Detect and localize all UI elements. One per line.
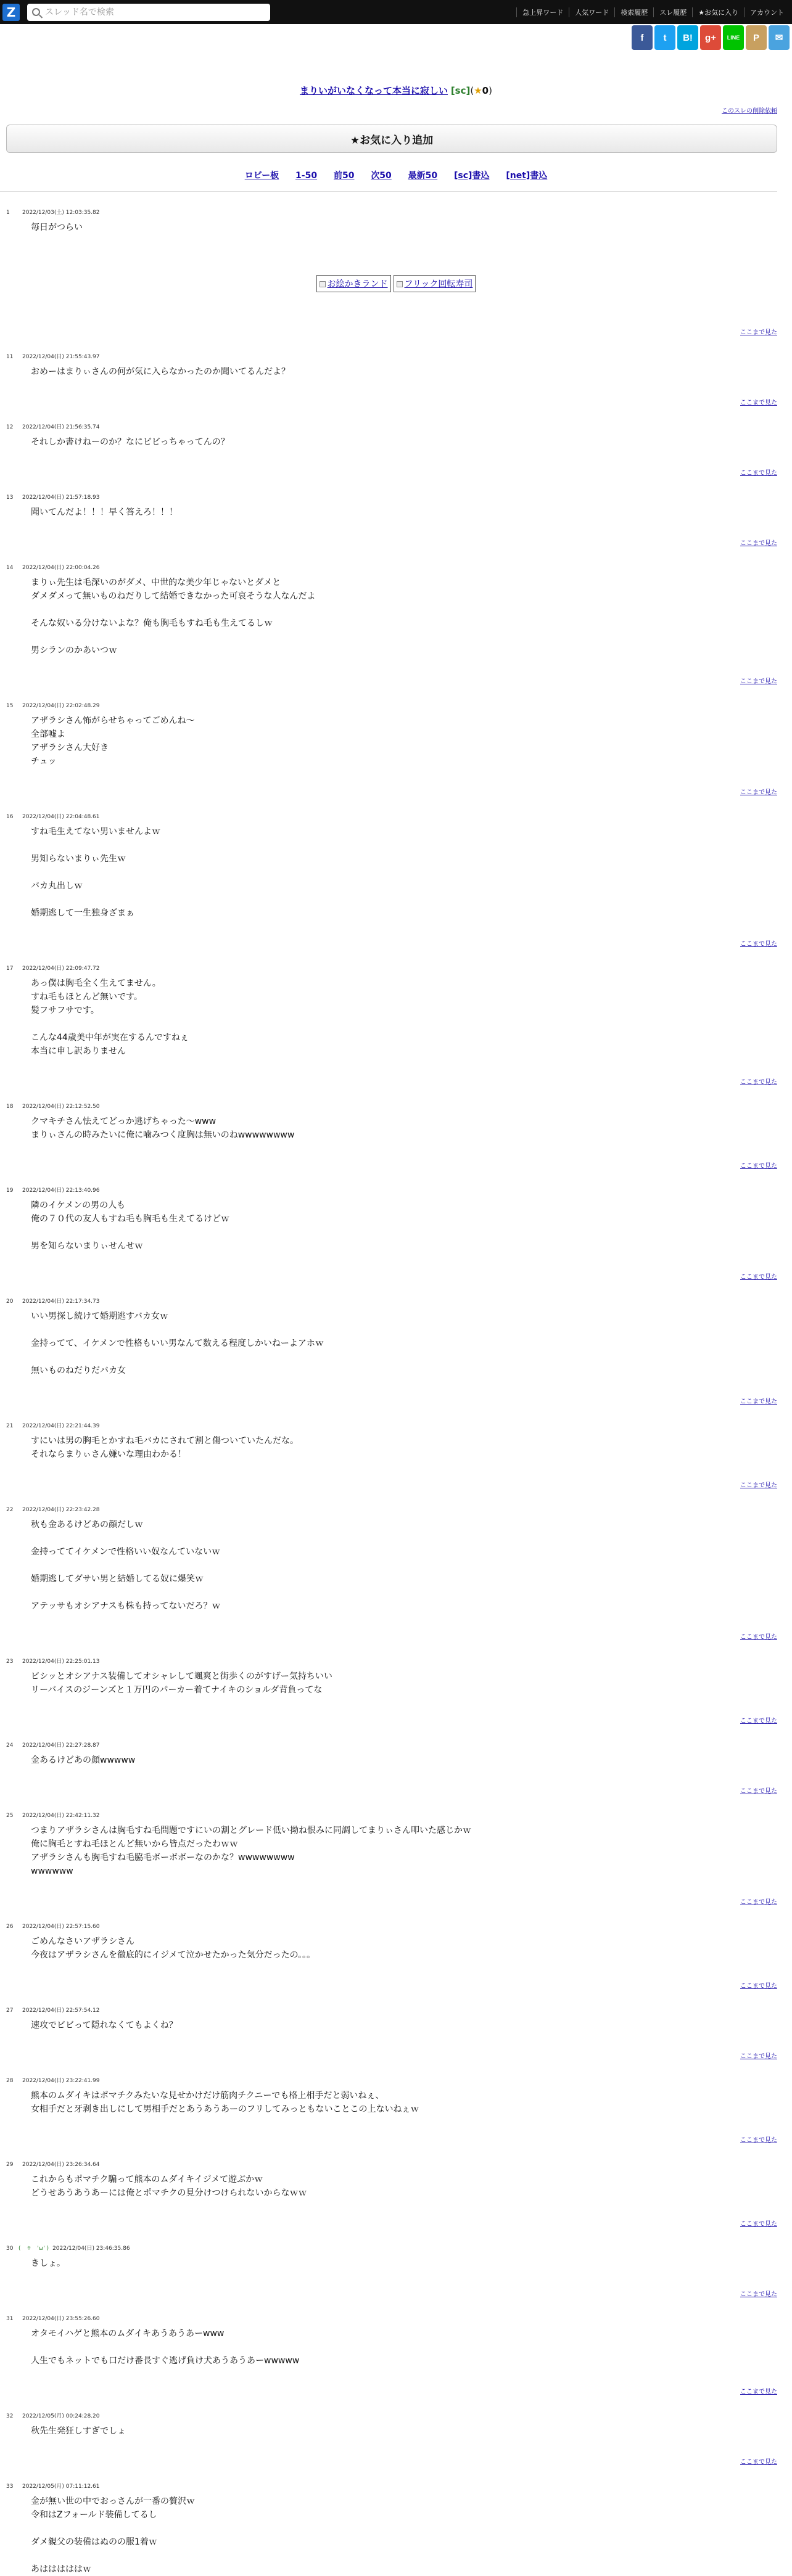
post-body: 秋も金あるけどあの顔だしｗ 金持っててイケメンで性格いい奴なんていないｗ 婚期逃してダサい男と結婚してる奴に爆笑ｗ アテッサもオシアナスも株も持ってないだろ？ｗ <box>31 1520 221 1611</box>
post-number[interactable]: 19 <box>6 1188 14 1194</box>
post <box>0 2314 792 2368</box>
post-author: ( ㅎ 'ω' ) <box>19 2246 49 2252</box>
post-body: 秋先生発狂しすぎでしょ <box>31 2426 126 2436</box>
post-date: 2022/12/04(日) 23:55:26.60 <box>22 2316 100 2322</box>
post <box>0 1505 792 1613</box>
read-up-to-here-link[interactable]: ここまで見た <box>740 1079 777 1086</box>
post-number[interactable]: 30 <box>6 2246 14 2252</box>
post-number[interactable]: 18 <box>6 1104 14 1110</box>
thread-title-line: まりいがいなくなって本当に寂しい [sc](★0) <box>300 85 492 96</box>
post-body: 速攻でビビって隠れなくてもよくね？ <box>31 2020 178 2030</box>
post-body: 隣のイケメンの男の人も 俺の７０代の友人もすね毛も胸毛も生えてるけどｗ 男を知らないまりぃせんせｗ <box>31 1200 229 1251</box>
read-marker-wrap <box>0 676 777 685</box>
post-number[interactable]: 28 <box>6 2078 14 2084</box>
post-number[interactable]: 13 <box>6 494 14 501</box>
header-nav <box>516 0 790 24</box>
post-header <box>6 964 777 972</box>
post-date: 2022/12/04(日) 23:26:34.64 <box>22 2162 100 2168</box>
post <box>0 1811 792 1878</box>
post-header <box>6 2006 777 2014</box>
read-marker-wrap <box>0 1631 777 1641</box>
read-marker-wrap <box>0 397 777 406</box>
search-box[interactable] <box>27 4 270 21</box>
read-marker-wrap <box>0 1980 777 1990</box>
read-up-to-here-link[interactable]: ここまで見た <box>740 1899 777 1906</box>
post-date: 2022/12/04(日) 22:02:48.29 <box>22 703 100 709</box>
post-date: 2022/12/04(日) 22:27:28.87 <box>22 1742 100 1749</box>
post <box>0 2244 792 2270</box>
banner-label: お絵かきランド <box>327 279 388 289</box>
read-up-to-here-link[interactable]: ここまで見た <box>740 1398 777 1405</box>
post-body: すね毛生えてない男いませんよｗ 男知らないまりぃ先生ｗ バカ丸出しｗ 婚期逃して一生独身ざまぁ <box>31 827 160 918</box>
broken-image-icon <box>320 281 326 287</box>
post-body: クマキチさん怯えてどっか逃げちゃった〜www まりぃさんの時みたいに俺に噛みつく度胸は無いのねwwwwwwww <box>31 1117 295 1140</box>
post-date: 2022/12/04(日) 23:46:35.86 <box>52 2246 130 2252</box>
read-marker-wrap <box>0 1897 777 1906</box>
post-body: おめーはまりぃさんの何が気に入らなかったのか聞いてるんだよ？ <box>31 367 290 377</box>
read-up-to-here-link[interactable]: ここまで見た <box>740 1634 777 1641</box>
nav-lobby-board[interactable]: ロビー板 <box>244 171 279 181</box>
top-bar <box>0 0 792 24</box>
post-header <box>6 563 777 571</box>
post-date: 2022/12/04(日) 21:57:18.93 <box>22 494 100 501</box>
post-number[interactable]: 11 <box>6 354 14 360</box>
banner-row <box>0 275 792 292</box>
post <box>0 701 792 768</box>
read-up-to-here-link[interactable]: ここまで見た <box>740 540 777 547</box>
post-body: 金あるけどあの顔wwwww <box>31 1755 136 1765</box>
post <box>0 964 792 1058</box>
post-number[interactable]: 26 <box>6 1924 14 1930</box>
post <box>0 2076 792 2116</box>
post-header <box>6 701 777 709</box>
post-body: きしょ。 <box>31 2258 65 2268</box>
nav-range-1-50[interactable]: 1-50 <box>295 171 318 181</box>
post-number[interactable]: 14 <box>6 565 14 571</box>
nav-sc-write[interactable]: [sc]書込 <box>454 171 490 181</box>
nav-thread-history[interactable]: スレ履歴 <box>653 7 692 17</box>
page-nav <box>0 169 792 181</box>
post-number[interactable]: 15 <box>6 703 14 709</box>
read-up-to-here-link[interactable]: ここまで見た <box>740 470 777 477</box>
post <box>0 2160 792 2200</box>
read-up-to-here-link[interactable]: ここまで見た <box>740 2291 777 2298</box>
post-header <box>6 2411 777 2419</box>
oekaki-land-banner[interactable] <box>316 275 391 292</box>
post-number[interactable]: 12 <box>6 424 14 430</box>
read-up-to-here-link[interactable]: ここまで見た <box>740 1788 777 1795</box>
post-body: まりぃ先生は毛深いのがダメ、中世的な美少年じゃないとダメと ダメダメって無いものねだりして結婚できなかった可哀そうな人なんだよ そんな奴いる分けないよな？俺も胸毛もすね毛も生えてるしｗ 男シランのかあいつｗ <box>31 578 316 655</box>
post-header <box>6 208 777 216</box>
post-date: 2022/12/04(日) 22:09:47.72 <box>22 966 100 972</box>
post <box>0 812 792 920</box>
post-header <box>6 2076 777 2084</box>
nav-net-write[interactable]: [net]書込 <box>506 171 548 181</box>
read-marker-wrap <box>0 2456 777 2466</box>
flick-sushi-banner[interactable] <box>394 275 476 292</box>
read-up-to-here-link[interactable]: ここまで見た <box>740 789 777 796</box>
search-icon <box>32 8 40 16</box>
post-date: 2022/12/04(日) 23:22:41.99 <box>22 2078 100 2084</box>
post-header <box>6 1657 777 1665</box>
post <box>0 1922 792 1962</box>
post-number[interactable]: 16 <box>6 814 14 820</box>
post-date: 2022/12/04(日) 22:21:44.39 <box>22 1423 100 1429</box>
read-marker-wrap <box>0 1715 777 1725</box>
post <box>0 2482 792 2576</box>
read-up-to-here-link[interactable]: ここまで見た <box>740 1482 777 1489</box>
read-marker-wrap <box>0 327 777 336</box>
post-header <box>6 1811 777 1819</box>
post-header <box>6 2160 777 2168</box>
broken-image-icon <box>397 281 403 287</box>
read-marker-wrap <box>0 1480 777 1489</box>
twitter-icon[interactable]: t <box>654 25 675 50</box>
read-marker-wrap <box>0 938 777 948</box>
post-body: あっ僕は胸毛全く生えてません。 すね毛もほとんど無いです。 髪フサフサです。 こんな44歳美中年が実在するんですねぇ 本当に申し訳ありません <box>31 978 189 1056</box>
nav-favorites[interactable]: ★お気に入り <box>692 7 744 17</box>
post <box>0 1186 792 1253</box>
post-header <box>6 1102 777 1110</box>
read-up-to-here-link[interactable]: ここまで見た <box>740 941 777 948</box>
read-up-to-here-link[interactable]: ここまで見た <box>740 1983 777 1990</box>
add-favorite-button[interactable]: ★お気に入り追加 <box>6 125 777 153</box>
nav-popular-words[interactable]: 人気ワード <box>569 7 614 17</box>
delete-request-wrap <box>0 105 777 115</box>
search-input[interactable] <box>45 7 255 17</box>
read-marker-wrap <box>0 787 777 796</box>
read-up-to-here-link[interactable]: ここまで見た <box>740 2053 777 2060</box>
post-number[interactable]: 21 <box>6 1423 14 1429</box>
post-date: 2022/12/04(日) 22:25:01.13 <box>22 1659 100 1665</box>
post-date: 2022/12/04(日) 22:57:15.60 <box>22 1924 100 1930</box>
post-body: いい男探し続けて婚期逃すバカ女ｗ 金持ってて、イケメンで性格もいい男なんて数える程度しかいねーよアホｗ 無いものねだりだバカ女 <box>31 1311 324 1376</box>
read-marker-wrap <box>0 1396 777 1405</box>
read-marker-wrap <box>0 1077 777 1086</box>
post-header <box>6 1186 777 1194</box>
post-number[interactable]: 27 <box>6 2008 14 2014</box>
site-logo[interactable]: Z <box>2 4 20 21</box>
post-date: 2022/12/05(月) 07:11:12.61 <box>22 2484 100 2490</box>
post <box>0 1741 792 1767</box>
read-marker-wrap <box>0 1271 777 1281</box>
google-plus-icon[interactable]: g+ <box>700 25 721 50</box>
post-date: 2022/12/04(日) 21:56:35.74 <box>22 424 100 430</box>
post-number[interactable]: 17 <box>6 966 14 972</box>
post-number[interactable]: 31 <box>6 2316 14 2322</box>
post <box>0 422 792 449</box>
post-date: 2022/12/03(土) 12:03:35.82 <box>22 210 100 216</box>
delete-request-link[interactable]: このスレの削除依頼 <box>722 108 777 115</box>
nav-latest-50[interactable]: 最新50 <box>408 171 438 181</box>
post <box>0 1102 792 1142</box>
read-marker-wrap <box>0 2051 777 2060</box>
post-body: それしか書けねーのか？なにビビっちゃってんの？ <box>31 437 229 447</box>
read-up-to-here-link[interactable]: ここまで見た <box>740 2137 777 2144</box>
read-marker-wrap <box>0 2135 777 2144</box>
banner-label: フリック回転寿司 <box>404 279 473 289</box>
post-body: オタモイハゲと熊本のムダイキあうあうあーwww 人生でもネットでも口だけ番長すぐ逃げ負け犬あうあうあーwwwww <box>31 2329 300 2366</box>
post-header <box>6 812 777 820</box>
post-header <box>6 2482 777 2490</box>
post <box>0 1421 792 1461</box>
read-up-to-here-link[interactable]: ここまで見た <box>740 1274 777 1281</box>
post-number[interactable]: 23 <box>6 1659 14 1665</box>
mail-icon[interactable]: ✉ <box>769 25 790 50</box>
post-body: 聞いてんだよ！！！早く答えろ！！！ <box>31 507 178 517</box>
nav-trending-words[interactable]: 急上昇ワード <box>516 7 569 17</box>
post-header <box>6 1421 777 1429</box>
read-marker-wrap <box>0 538 777 547</box>
post-date: 2022/12/04(日) 22:42:11.32 <box>22 1813 100 1819</box>
read-marker-wrap <box>0 1160 777 1170</box>
post-number[interactable]: 25 <box>6 1813 14 1819</box>
post-body: すにいは男の胸毛とかすね毛バカにされて割と傷ついていたんだな。 それならまりぃさん嫌いな理由わかる！ <box>31 1436 299 1459</box>
post <box>0 2006 792 2032</box>
post-header <box>6 2244 777 2252</box>
read-marker-wrap <box>0 2386 777 2395</box>
post-body: 毎日がつらい <box>31 223 83 232</box>
read-up-to-here-link[interactable]: ここまで見た <box>740 1718 777 1725</box>
post-number[interactable]: 29 <box>6 2162 14 2168</box>
thread-title[interactable]: まりいがいなくなって本当に寂しい <box>300 85 448 96</box>
read-up-to-here-link[interactable]: ここまで見た <box>740 400 777 406</box>
post-date: 2022/12/04(日) 21:55:43.97 <box>22 354 100 360</box>
post-header <box>6 422 777 430</box>
post-number[interactable]: 22 <box>6 1507 14 1513</box>
post-number[interactable]: 1 <box>6 210 10 216</box>
post-date: 2022/12/04(日) 22:00:04.26 <box>22 565 100 571</box>
post-body: 熊本のムダイキはポマチクみたいな見せかけだけ筋肉チクニーでも格上相手だと弱いねぇ、 女相手だと牙剥き出しにして男相手だとあうあうあーのフリしてみっともないことこの上ないねぇｗ <box>31 2091 419 2114</box>
post-date: 2022/12/04(日) 22:23:42.28 <box>22 1507 100 1513</box>
hatena-icon[interactable]: B! <box>677 25 698 50</box>
post <box>0 1657 792 1697</box>
post-body: ごめんなさいアザラシさん 今夜はアザラシさんを徹底的にイジメて泣かせたかった気分だったの。。。 <box>31 1937 316 1960</box>
read-up-to-here-link[interactable]: ここまで見た <box>740 2459 777 2466</box>
post-number[interactable]: 24 <box>6 1742 14 1749</box>
star-icon: ★ <box>474 85 482 96</box>
post-header <box>6 2314 777 2322</box>
post-body: アザラシさん怖がらせちゃってごめんね〜 全部嘘よ アザラシさん大好き チュッ <box>31 716 195 766</box>
pocket-icon[interactable]: P <box>746 25 767 50</box>
read-up-to-here-link[interactable]: ここまで見た <box>740 2389 777 2395</box>
read-up-to-here-link[interactable]: ここまで見た <box>740 1163 777 1170</box>
post <box>0 563 792 657</box>
post-header <box>6 1505 777 1513</box>
read-up-to-here-link[interactable]: ここまで見た <box>740 678 777 685</box>
post-header <box>6 1922 777 1930</box>
read-marker-wrap <box>0 467 777 477</box>
post-body: これからもポマチク騙って熊本のムダイキイジメて遊ぶかｗ どうせあうあうあーには俺とポマチクの見分けつけられないからなｗｗ <box>31 2175 307 2198</box>
post-body: ビシッとオシアナス装備してオシャレして颯爽と街歩くのがすげー気持ちいい リーバイスのジーンズと１万円のパーカー着てナイキのショルダ背負ってな <box>31 1672 332 1695</box>
post-body: 金が無い世の中でおっさんが一番の贅沢ｗ 令和はZフォールド装備してるし ダメ親父の装備はぬのの服1着ｗ あはははははｗ <box>31 2496 195 2574</box>
post-body: つまりアザラシさんは胸毛すね毛問題ですにいの割とグレード低い拗ね恨みに同調してまりぃさん叩いた感じかｗ 俺に胸毛とすね毛ほとんど無いから皆点だったわｗｗ アザラシさんも胸毛すね毛脇毛ボーボボーなのかな？wwwwwwww wwwwww <box>31 1826 471 1876</box>
favorite-count: 0 <box>482 85 489 96</box>
post <box>0 352 792 379</box>
facebook-icon[interactable]: f <box>632 25 653 50</box>
post-list <box>0 208 792 2576</box>
post <box>0 208 792 234</box>
divider <box>0 191 777 192</box>
post <box>0 493 792 519</box>
nav-prev-50[interactable]: 前50 <box>333 171 355 181</box>
read-marker-wrap <box>0 1786 777 1795</box>
line-icon[interactable]: LINE <box>723 25 744 50</box>
post-date: 2022/12/04(日) 22:57:54.12 <box>22 2008 100 2014</box>
post-date: 2022/12/04(日) 22:12:52.50 <box>22 1104 100 1110</box>
post-number[interactable]: 20 <box>6 1298 14 1305</box>
post-date: 2022/12/04(日) 22:04:48.61 <box>22 814 100 820</box>
read-up-to-here-link[interactable]: ここまで見た <box>740 2221 777 2228</box>
read-marker-wrap <box>0 2289 777 2298</box>
post-header <box>6 493 777 501</box>
post-date: 2022/12/04(日) 22:13:40.96 <box>22 1188 100 1194</box>
nav-next-50[interactable]: 次50 <box>371 171 392 181</box>
post-header <box>6 352 777 360</box>
post-number[interactable]: 32 <box>6 2413 14 2419</box>
share-bar <box>0 24 792 61</box>
nav-search-history[interactable]: 検索履歴 <box>614 7 653 17</box>
post <box>0 2411 792 2438</box>
read-marker-wrap <box>0 2218 777 2228</box>
post-date: 2022/12/04(日) 22:17:34.73 <box>22 1298 100 1305</box>
sc-label: [sc] <box>450 85 471 96</box>
post <box>0 1297 792 1377</box>
post-header <box>6 1741 777 1749</box>
nav-account[interactable]: アカウント <box>744 7 790 17</box>
post-date: 2022/12/05(月) 00:24:28.20 <box>22 2413 100 2419</box>
read-up-to-here-link[interactable]: ここまで見た <box>740 329 777 336</box>
post-number[interactable]: 33 <box>6 2484 14 2490</box>
post-header <box>6 1297 777 1305</box>
